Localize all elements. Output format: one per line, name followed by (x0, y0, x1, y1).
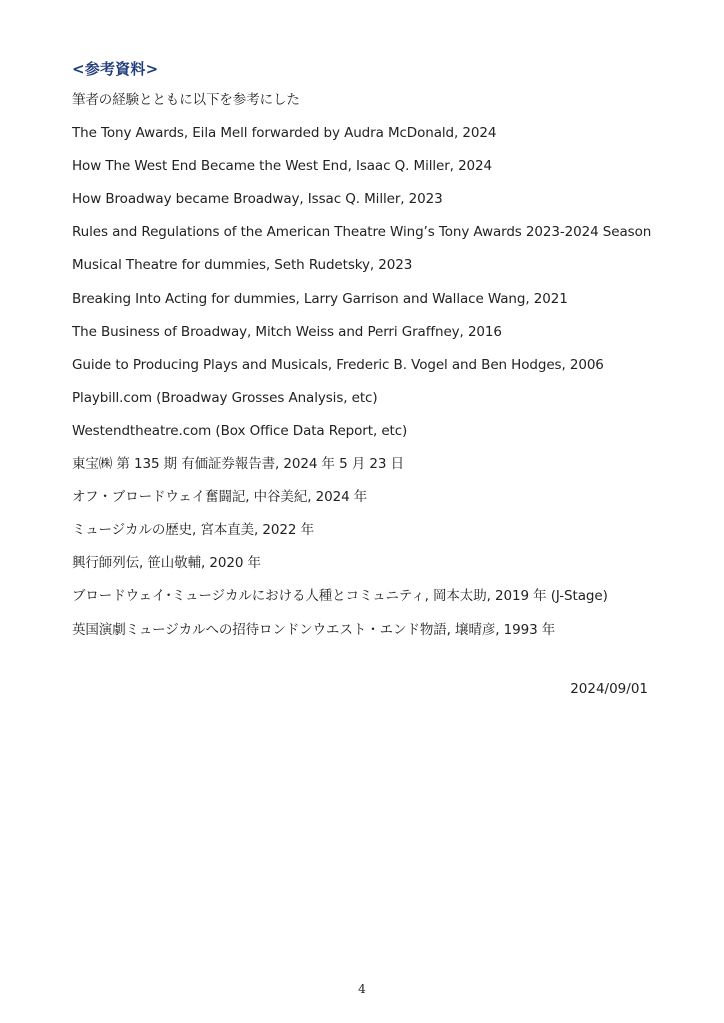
reference-item: ブロードウェイ･ミュージカルにおける人種とコミュニティ, 岡本太助, 2019 年 (J-Stage) (72, 588, 608, 605)
reference-item: Westendtheatre.com (Box Office Data Report, etc) (72, 422, 408, 439)
reference-item: Musical Theatre for dummies, Seth Rudetsky, 2023 (72, 257, 413, 274)
reference-item: Breaking Into Acting for dummies, Larry Garrison and Wallace Wang, 2021 (72, 290, 568, 307)
reference-item: Playbill.com (Broadway Grosses Analysis, etc) (72, 389, 378, 406)
reference-item: Guide to Producing Plays and Musicals, Frederic B. Vogel and Ben Hodges, 2006 (72, 356, 604, 373)
reference-item: The Tony Awards, Eila Mell forwarded by Audra McDonald, 2024 (72, 125, 497, 142)
reference-intro: 筆者の経験とともに以下を参考にした (72, 92, 300, 108)
reference-item: ミュージカルの歴史, 宮本直美, 2022 年 (72, 522, 314, 539)
reference-item: 東宝㈱ 第 135 期 有価証券報告書, 2024 年 5 月 23 日 (72, 456, 404, 473)
reference-item: 興行師列伝, 笹山敬輔, 2020 年 (72, 555, 261, 572)
reference-item: 英国演劇ミュージカルへの招待ロンドンウエスト・エンド物語, 壌晴彦, 1993 年 (72, 621, 556, 638)
reference-item: オフ・ブロードウェイ奮闘記, 中谷美紀, 2024 年 (72, 489, 368, 506)
page-number: 4 (358, 982, 366, 996)
reference-item: How The West End Became the West End, Isaac Q. Miller, 2024 (72, 158, 493, 175)
reference-item: The Business of Broadway, Mitch Weiss and Perri Graffney, 2016 (72, 323, 502, 340)
reference-list (72, 90, 672, 653)
document-date: 2024/09/01 (570, 681, 648, 697)
references-heading: <参考資料> (72, 60, 159, 78)
reference-item: How Broadway became Broadway, Issac Q. Miller, 2023 (72, 191, 443, 208)
reference-item: Rules and Regulations of the American Theatre Wing’s Tony Awards 2023-2024 Season (72, 224, 652, 241)
